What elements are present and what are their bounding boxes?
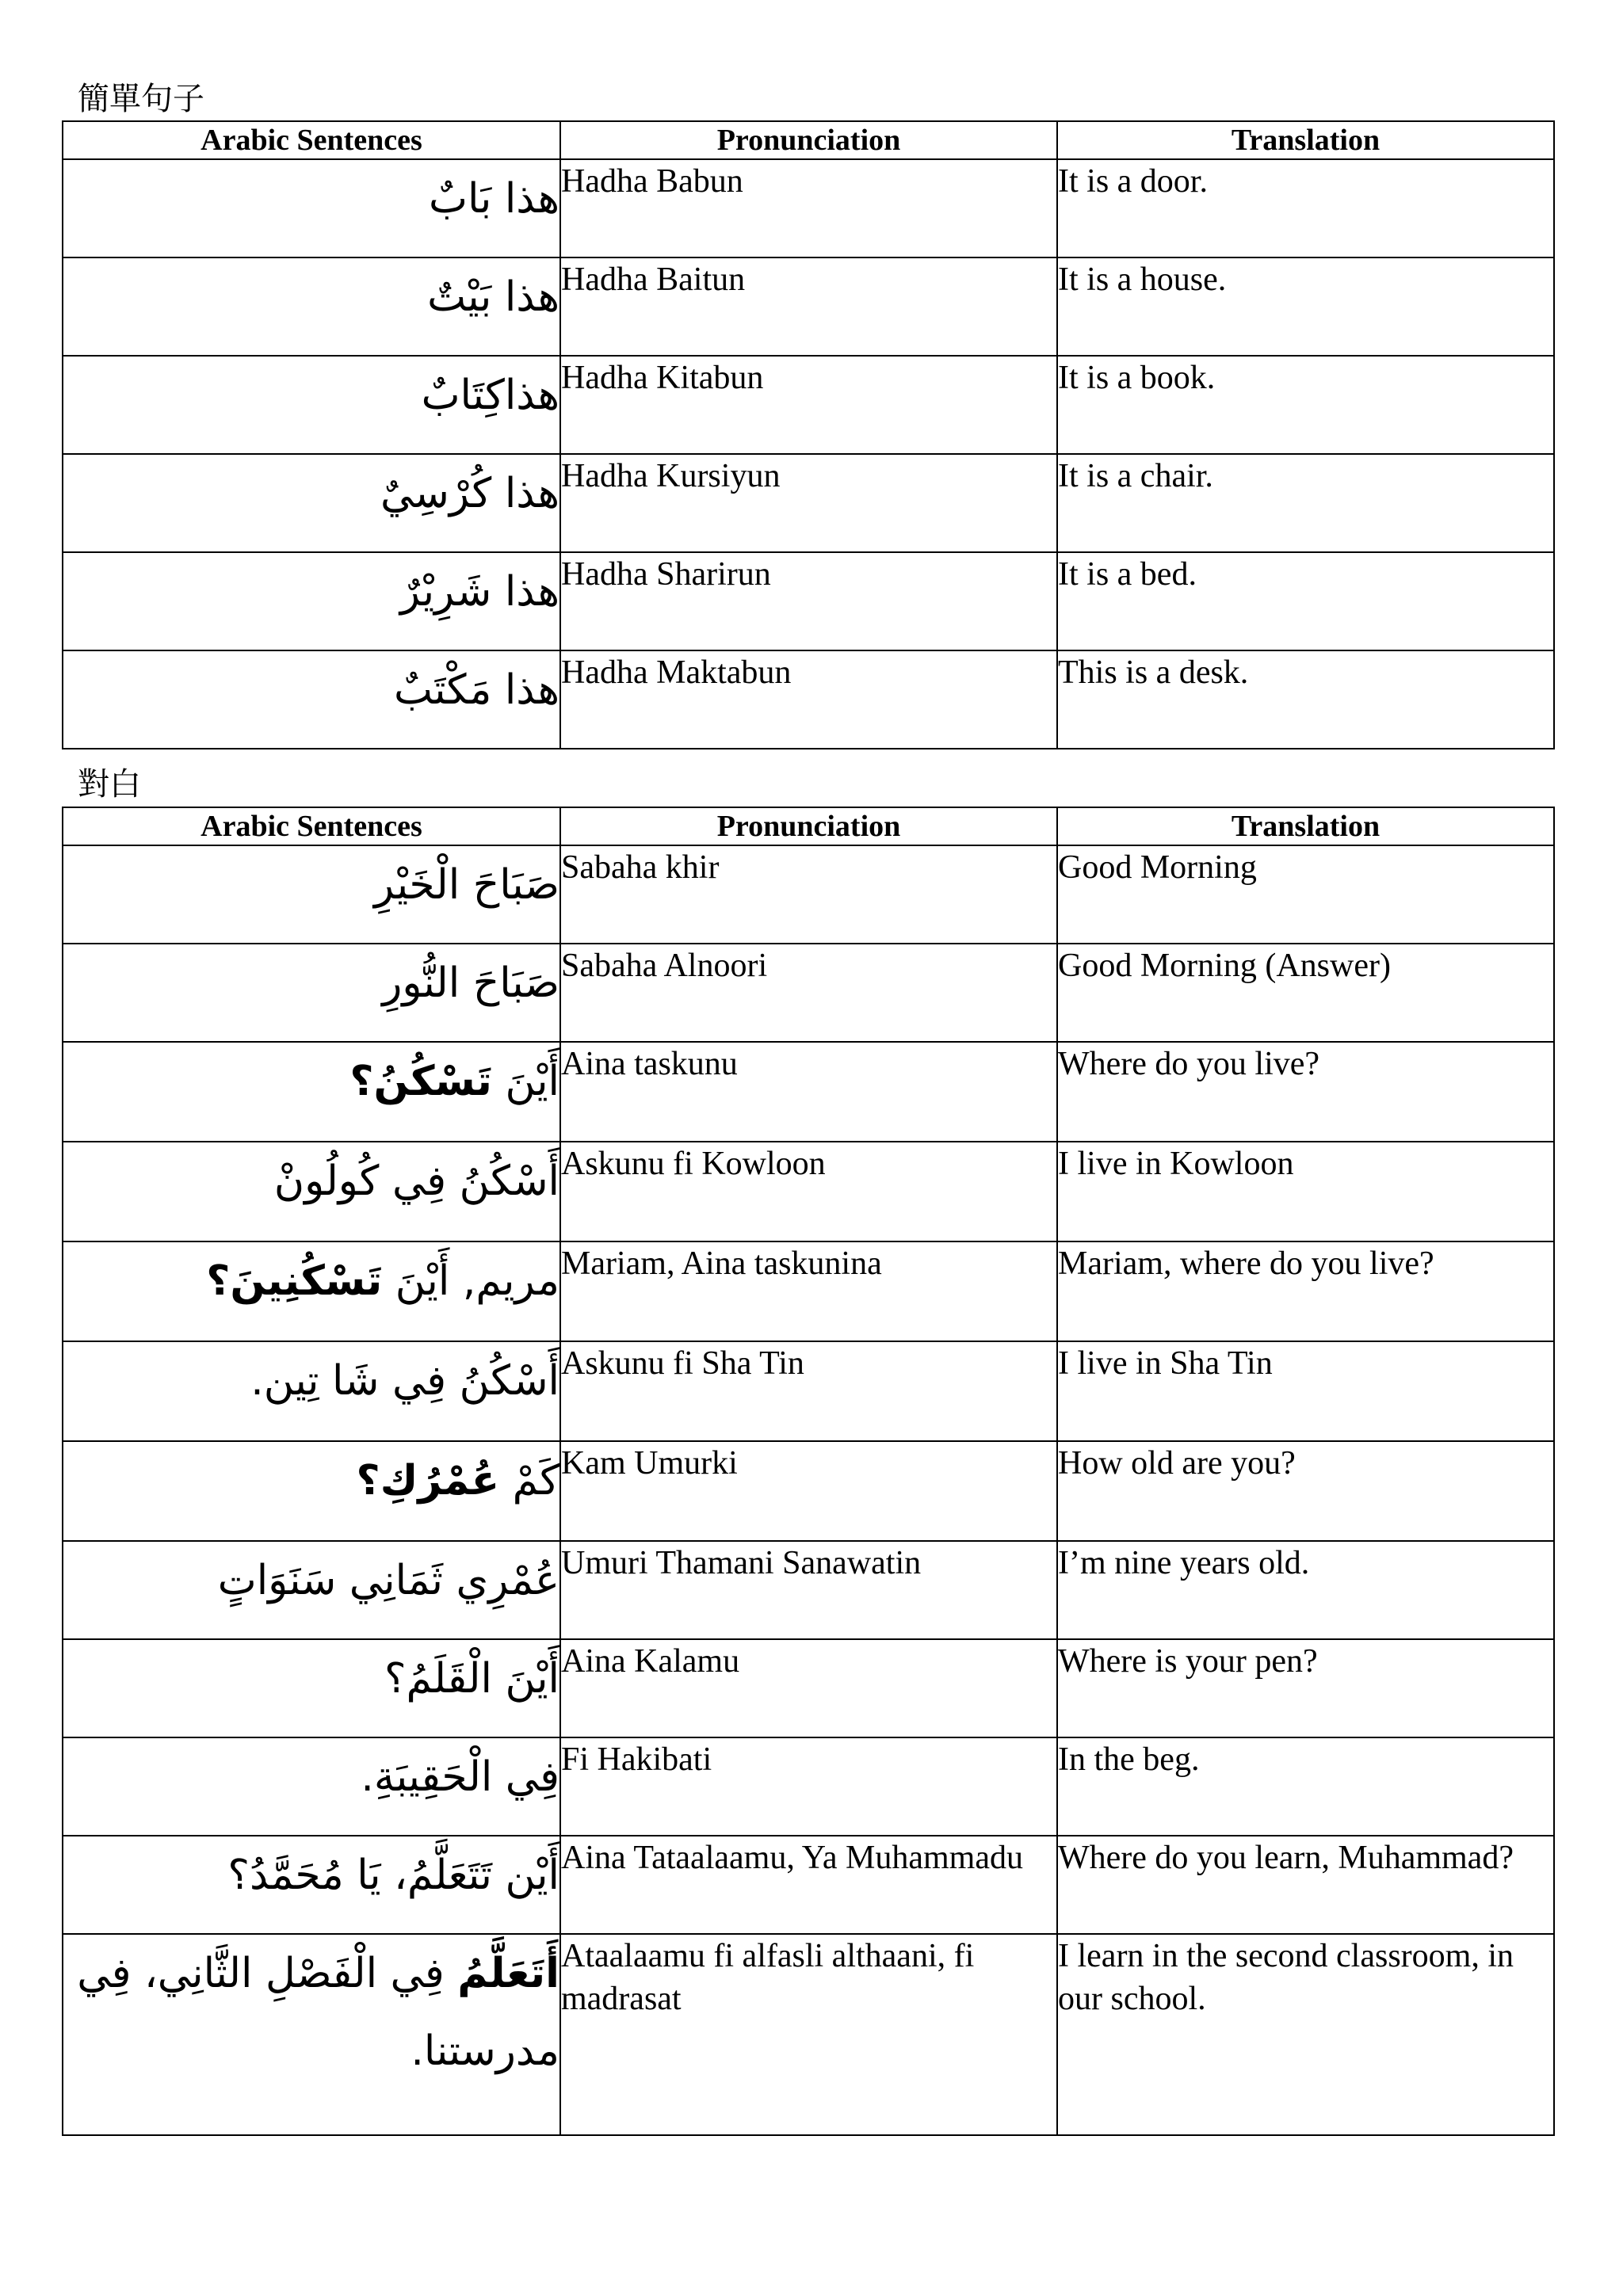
pronunciation-cell: Hadha Kitabun bbox=[560, 356, 1057, 454]
translation-cell: Where do you learn, Muhammad? bbox=[1057, 1836, 1554, 1934]
table-header-row bbox=[63, 121, 1554, 159]
table-row bbox=[63, 1541, 1554, 1639]
table-row bbox=[63, 356, 1554, 454]
pronunciation-cell: Sabaha khir bbox=[560, 845, 1057, 944]
column-header-pronunciation: Pronunciation bbox=[560, 121, 1057, 159]
section-title-dialogue: 對白 bbox=[78, 766, 141, 803]
translation-cell: It is a chair. bbox=[1057, 454, 1554, 552]
arabic-cell: هذا كُرْسِيٌ bbox=[63, 454, 560, 552]
pronunciation-cell: Hadha Kursiyun bbox=[560, 454, 1057, 552]
pronunciation-cell: Hadha Babun bbox=[560, 159, 1057, 257]
translation-cell: It is a book. bbox=[1057, 356, 1554, 454]
column-header-translation: Translation bbox=[1057, 121, 1554, 159]
translation-cell: It is a bed. bbox=[1057, 552, 1554, 650]
arabic-cell: صَبَاحَ النُّورِ bbox=[63, 944, 560, 1042]
table-header-row bbox=[63, 807, 1554, 845]
arabic-cell: عُمْرِي ثَمَانِي سَنَوَاتٍ bbox=[63, 1541, 560, 1639]
translation-cell: Good Morning bbox=[1057, 845, 1554, 944]
pronunciation-cell: Sabaha Alnoori bbox=[560, 944, 1057, 1042]
arabic-cell: صَبَاحَ الْخَيْرِ bbox=[63, 845, 560, 944]
pronunciation-cell: Hadha Sharirun bbox=[560, 552, 1057, 650]
pronunciation-cell: Umuri Thamani Sanawatin bbox=[560, 1541, 1057, 1639]
table-row bbox=[63, 1639, 1554, 1737]
table-row bbox=[63, 552, 1554, 650]
arabic-text: مريم, أَيْنَ bbox=[382, 1257, 559, 1305]
pronunciation-cell: Hadha Baitun bbox=[560, 257, 1057, 356]
arabic-cell: أَيْن تَتَعَلَّمُ، يَا مُحَمَّدُ؟ bbox=[63, 1836, 560, 1934]
arabic-cell bbox=[63, 1934, 560, 2135]
pronunciation-cell: Aina Tataalaamu, Ya Muhammadu bbox=[560, 1836, 1057, 1934]
translation-cell: I live in Sha Tin bbox=[1057, 1341, 1554, 1441]
table-row bbox=[63, 1241, 1554, 1341]
column-header-translation: Translation bbox=[1057, 807, 1554, 845]
arabic-cell: فِي الْحَقِيبَةِ. bbox=[63, 1737, 560, 1836]
arabic-cell bbox=[63, 1042, 560, 1142]
translation-cell: This is a desk. bbox=[1057, 650, 1554, 749]
translation-cell: It is a door. bbox=[1057, 159, 1554, 257]
arabic-cell: أَسْكُنُ فِي كُولُونْ bbox=[63, 1142, 560, 1241]
table-row bbox=[63, 944, 1554, 1042]
pronunciation-cell: Askunu fi Sha Tin bbox=[560, 1341, 1057, 1441]
table-row bbox=[63, 1836, 1554, 1934]
table-row bbox=[63, 1441, 1554, 1541]
arabic-cell: هذا شَرِيْرٌ bbox=[63, 552, 560, 650]
arabic-text: أَيْنَ bbox=[491, 1058, 559, 1105]
simple-sentences-table bbox=[62, 120, 1555, 749]
arabic-cell: هذا مَكْتَبٌ bbox=[63, 650, 560, 749]
pronunciation-cell: Ataalaamu fi alfasli althaani, fi madrasat bbox=[560, 1934, 1057, 2135]
translation-cell: I learn in the second classroom, in our school. bbox=[1057, 1934, 1554, 2135]
pronunciation-cell: Askunu fi Kowloon bbox=[560, 1142, 1057, 1241]
arabic-cell: هذا بَابٌ bbox=[63, 159, 560, 257]
pronunciation-cell: Aina taskunu bbox=[560, 1042, 1057, 1142]
table-row bbox=[63, 1042, 1554, 1142]
translation-cell: How old are you? bbox=[1057, 1441, 1554, 1541]
arabic-cell: هذا بَيْتٌ bbox=[63, 257, 560, 356]
arabic-cell bbox=[63, 1241, 560, 1341]
translation-cell: Good Morning (Answer) bbox=[1057, 944, 1554, 1042]
pronunciation-cell: Kam Umurki bbox=[560, 1441, 1057, 1541]
table-row bbox=[63, 650, 1554, 749]
table-row bbox=[63, 257, 1554, 356]
arabic-cell: أَيْنَ الْقَلَمُ؟ bbox=[63, 1639, 560, 1737]
table-row bbox=[63, 1934, 1554, 2135]
dialogue-table bbox=[62, 807, 1555, 2136]
translation-cell: In the beg. bbox=[1057, 1737, 1554, 1836]
section-title-simple-sentences: 簡單句子 bbox=[78, 81, 204, 117]
table-row bbox=[63, 1737, 1554, 1836]
column-header-arabic: Arabic Sentences bbox=[63, 121, 560, 159]
arabic-cell: هذاكِتَابٌ bbox=[63, 356, 560, 454]
arabic-cell bbox=[63, 1441, 560, 1541]
pronunciation-cell: Fi Hakibati bbox=[560, 1737, 1057, 1836]
arabic-text-bold: عُمْرُكِ؟ bbox=[356, 1457, 500, 1505]
translation-cell: Where is your pen? bbox=[1057, 1639, 1554, 1737]
table-row bbox=[63, 454, 1554, 552]
translation-cell: I live in Kowloon bbox=[1057, 1142, 1554, 1241]
arabic-text-bold: أَتَعَلَّمُ bbox=[457, 1950, 559, 1997]
pronunciation-cell: Hadha Maktabun bbox=[560, 650, 1057, 749]
translation-cell: Mariam, where do you live? bbox=[1057, 1241, 1554, 1341]
translation-cell: Where do you live? bbox=[1057, 1042, 1554, 1142]
table-row bbox=[63, 845, 1554, 944]
arabic-cell: أَسْكُنُ فِي شَا تِين. bbox=[63, 1341, 560, 1441]
arabic-text: فِي الْفَصْلِ الثَّانِي، فِي مدرستنا. bbox=[77, 1950, 559, 2075]
column-header-arabic: Arabic Sentences bbox=[63, 807, 560, 845]
column-header-pronunciation: Pronunciation bbox=[560, 807, 1057, 845]
arabic-text-bold: تَسْكُنِينَ؟ bbox=[206, 1257, 383, 1305]
table-row bbox=[63, 159, 1554, 257]
pronunciation-cell: Aina Kalamu bbox=[560, 1639, 1057, 1737]
translation-cell: It is a house. bbox=[1057, 257, 1554, 356]
translation-cell: I’m nine years old. bbox=[1057, 1541, 1554, 1639]
arabic-text: كَمْ bbox=[499, 1457, 559, 1505]
table-row bbox=[63, 1341, 1554, 1441]
table-row bbox=[63, 1142, 1554, 1241]
arabic-text-bold: تَسْكُنُ؟ bbox=[349, 1058, 492, 1105]
pronunciation-cell: Mariam, Aina taskunina bbox=[560, 1241, 1057, 1341]
